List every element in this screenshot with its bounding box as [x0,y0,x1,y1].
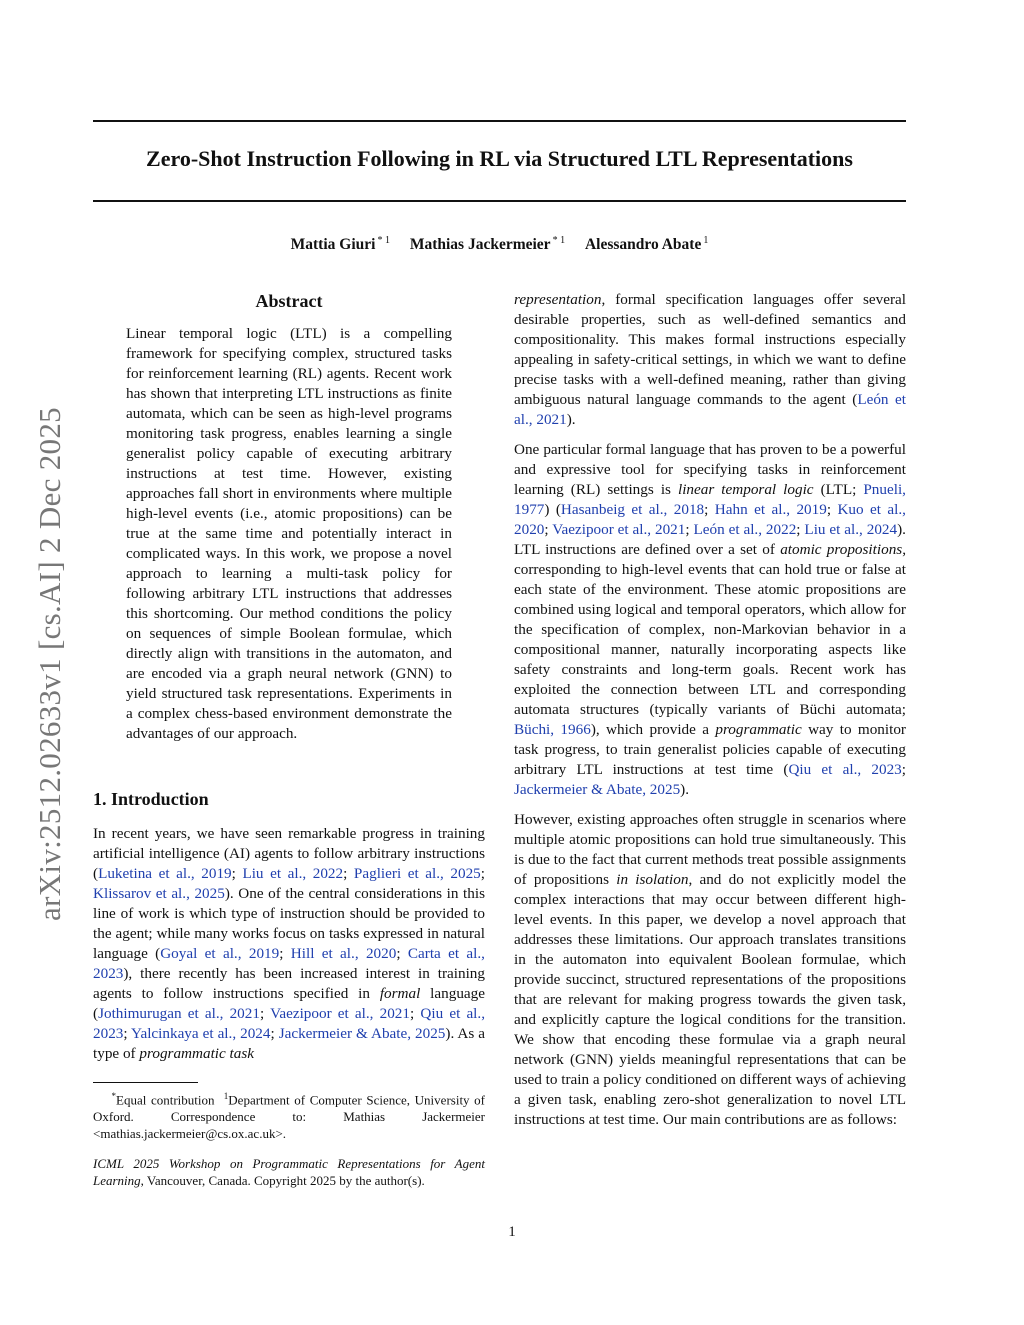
citation-link[interactable]: León et al., 2022 [693,521,797,538]
footnotes [93,1082,485,1189]
author-name: Mathias Jackermeier [409,236,551,254]
author-name: Alessandro Abate [584,236,702,254]
citation-link[interactable]: Jackermeier & Abate, 2025 [514,781,681,798]
citation-link[interactable]: Liu et al., 2024 [804,521,898,538]
citation-link[interactable]: Qiu et al., 2023 [93,1005,485,1042]
citation-link[interactable]: Yalcinkaya et al., 2024 [131,1025,271,1042]
arxiv-id: arXiv:2512.02633v1 [cs.AI] 2 Dec 2025 [32,407,67,921]
emphasis: linear temporal logic [677,481,814,498]
citation-link[interactable]: Hasanbeig et al., 2018 [560,501,705,518]
citation-link[interactable]: Vaezipoor et al., 2021 [552,521,686,538]
author-affiliation-mark: * 1 [377,235,390,246]
emphasis: in isolation [616,871,689,888]
citation-link[interactable]: Jackermeier & Abate, 2025 [278,1025,446,1042]
right-column [514,290,906,1130]
citation-link[interactable]: Liu et al., 2022 [242,865,344,882]
citation-link[interactable]: Hill et al., 2020 [290,945,397,962]
author [410,236,565,253]
emphasis: atomic propositions [780,541,903,558]
citation-link[interactable]: Jothimurugan et al., 2021 [98,1005,260,1022]
citation-link[interactable]: Klissarov et al., 2025 [93,885,225,902]
body-paragraph: However, existing approaches often struggle in scenarios where multiple atomic propositions can hold true simultaneously. This is due to the fact that current methods treat possible assignments of propositions in isolation, and do not explicitly model the complex interactions that may occur between different high-level events. In this paper, we develop a novel approach that addresses these limitations. Our approach translates transitions in the automaton into equivalent Boolean formulae, which provide succinct, structured representations of the propositions that are relevant for making progress towards the given task, and explicitly capture the logical conditions for the transition. We show that encoding these formulae via a graph neural network (GNN) yields meaningful representations that can be used to train a policy conditioned on different ways of achieving a given task, enabling zero-shot generalization to novel LTL instructions at test time. Our main contributions are as follows: [514,811,906,1128]
citation-link[interactable]: Pnueli, 1977 [514,481,906,518]
section-heading-introduction: 1. Introduction [93,789,209,809]
body-paragraph: representation, formal specification languages offer several desirable properties, such as well-defined semantics and compositionality. This makes formal instructions especially appealing in safety-critical settings, in which we want to define precise tasks with a well-defined meaning, rather than giving ambiguous natural language commands to the agent (León et al., 2021). [514,291,906,428]
venue-note: ICML 2025 Workshop on Programmatic Representations for Agent Learning, Vancouver, Canada. Copyright 2025 by the author(s). [93,1156,485,1189]
footnote: *Equal contribution $^1$Department of Computer Science, University of Oxford. Correspondence to: Mathias Jackermeier <mathias.jackermeier@cs.ox.ac.uk>. [93,1091,486,1142]
abstract-body: Linear temporal logic (LTL) is a compelling framework for specifying complex, structured tasks for reinforcement learning (RL) agents. Recent work has shown that interpreting LTL instructions as finite automata, which can be seen as high-level programs monitoring task progress, enables learning a single generalist policy capable of executing arbitrary instructions at test time. However, existing approaches fall short in environments where multiple high-level events (i.e., atomic propositions) can be true at the same time and potentially interact in complicated ways. In this work, we propose a novel approach to learning a multi-task policy for following arbitrary LTL instructions that addresses this shortcoming. Our method conditions the policy on sequences of simple Boolean formulae, which directly align with transitions in the automaton, and are encoded via a graph neural network (GNN) to yield structured task representations. Experiments in a complex chess-based environment demonstrate the advantages of our approach. [126,325,452,742]
citation-link[interactable]: Kuo et al., 2020 [514,501,906,538]
citation-link[interactable]: León et al., 2021 [514,391,906,428]
emphasis: programmatic task [139,1045,255,1062]
author [585,236,708,253]
emphasis: programmatic [715,721,802,738]
body-paragraph: One particular formal language that has proven to be a powerful and expressive tool for specifying tasks in reinforcement learning (RL) settings is linear temporal logic (LTL; Pnueli, 1977) (Hasanbeig et al., 2018; Hahn et al., 2019; Kuo et al., 2020; Vaezipoor et al., 2021; León et al., 2022; Liu et al., 2024). LTL instructions are defined over a set of atomic propositions, corresponding to high-level events that can hold true or false at each state of the environment. These atomic propositions are combined using logical and temporal operators, which allow for the specification of complex, non-Markovian behavior in a compositional manner, naturally incorporating aspects like safety constraints and long-term goals. Recent work has exploited the connection between LTL and corresponding automata structures (typically variants of Büchi automata; Büchi, 1966), which provide a programmatic way to monitor task progress, to train generalist policies capable of executing arbitrary LTL instructions at test time (Qiu et al., 2023; Jackermeier & Abate, 2025). [514,441,906,798]
author-affiliation-mark: * 1 [552,235,566,246]
citation-link[interactable]: Vaezipoor et al., 2021 [270,1005,410,1022]
citation-link[interactable]: Qiu et al., 2023 [788,761,902,778]
title-rule-top [93,120,906,122]
title-rule-bottom [93,200,906,202]
footnote-rule [93,1082,198,1083]
author-name: Mattia Giuri [290,236,376,254]
author [291,236,390,253]
intro-paragraph: In recent years, we have seen remarkable progress in training artificial intelligence (AI) agents to follow arbitrary instructions (Luketina et al., 2019; Liu et al., 2022; Paglieri et al., 2025; Klissarov et al., 2025). One of the central considerations in this line of work is which type of instruction should be provided to the agent; while many works focus on tasks expressed in natural language (Goyal et al., 2019; Hill et al., 2020; Carta et al., 2023), there recently has been increased interest in training agents to follow instructions specified in formal language (Jothimurugan et al., 2021; Vaezipoor et al., 2021; Qiu et al., 2023; Yalcinkaya et al., 2024; Jackermeier & Abate, 2025). As a type of programmatic task [93,825,485,1062]
emphasis: representation [514,291,602,308]
citation-link[interactable]: Carta et al., 2023 [93,945,485,982]
citation-link[interactable]: Büchi, 1966 [514,721,591,738]
page-number: 1 [508,1224,516,1240]
citation-link[interactable]: Hahn et al., 2019 [714,501,827,518]
author-affiliation-mark: 1 [703,235,709,246]
paper-title: Zero-Shot Instruction Following in RL via Structured LTL Representations [146,146,853,171]
citation-link[interactable]: Paglieri et al., 2025 [353,865,481,882]
citation-link[interactable]: Luketina et al., 2019 [98,865,232,882]
emphasis: formal [379,985,421,1002]
citation-link[interactable]: Goyal et al., 2019 [160,945,280,962]
abstract-heading: Abstract [255,291,323,311]
left-column [93,290,485,1064]
author-list [93,235,906,254]
